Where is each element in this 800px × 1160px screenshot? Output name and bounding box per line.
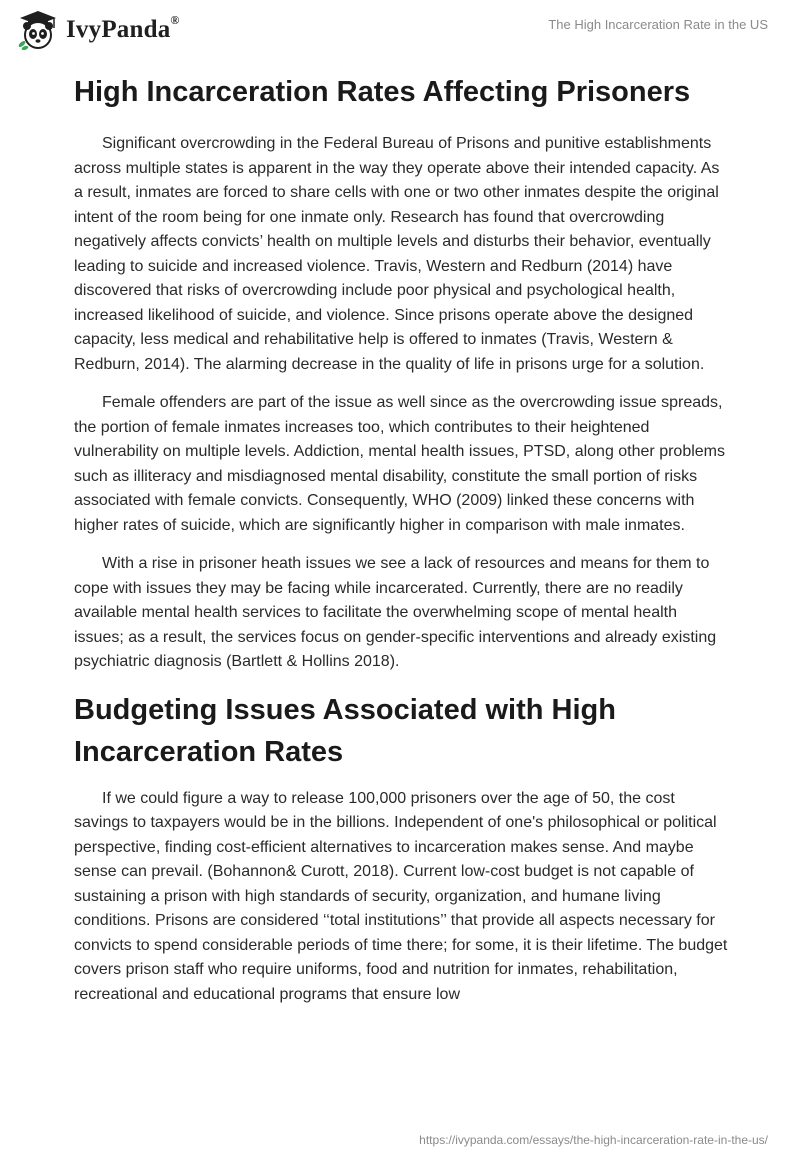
section-heading: High Incarceration Rates Affecting Prisoners — [74, 76, 691, 108]
page-header — [0, 0, 800, 60]
brand-name: IvyPanda® — [66, 12, 180, 43]
paragraph: With a rise in prisoner heath issues we see a lack of resources and means for them to cope with issues they may be facing while incarcerated. Currently, there are no readily available mental health services to facilitate the overwhelming scope of mental health issues; as a result, the services focus on gender-specific interventions and already existing psychiatric diagnosis (Bartlett & Hollins 2018). — [74, 555, 717, 670]
document-title: The High Incarceration Rate in the US — [548, 17, 768, 32]
paragraph: Female offenders are part of the issue as well since as the overcrowding issue spreads, the portion of female inmates increases too, which contributes to their heightened vulnerability on multiple levels. Addiction, mental health issues, PTSD, along other problems such as illiteracy and misdiagnosed mental disability, constitute the small portion of risks associated with female convicts. Consequently, WHO (2009) linked these concerns with higher rates of suicide, which are significantly higher in comparison with male inmates. — [74, 394, 725, 534]
paragraph: Significant overcrowding in the Federal Bureau of Prisons and punitive establishments across multiple states is apparent in the way they operate above their intended capacity. As a result, inmates are forced to share cells with one or two other inmates despite the original intent of the room being for one inmate only. Research has found that overcrowding negatively affects convicts’ health on multiple levels and disturbs their behavior, eventually leading to suicide and increased violence. Travis, Western and Redburn (2014) have discovered that risks of overcrowding include poor physical and psychological health, increased likelihood of suicide, and violence. Since prisons operate above the designed capacity, less medical and rehabilitative help is offered to inmates (Travis, Western & Redburn, 2014). The alarming decrease in the quality of life in prisons urge for a solution. — [74, 135, 720, 373]
ivypanda-logo[interactable] — [16, 8, 180, 52]
panda-logo-icon — [16, 8, 60, 52]
section-heading: Budgeting Issues Associated with High Incarceration Rates — [74, 693, 616, 768]
essay-content — [74, 66, 730, 1021]
source-url[interactable]: https://ivypanda.com/essays/the-high-incarceration-rate-in-the-us/ — [419, 1133, 768, 1147]
paragraph: If we could figure a way to release 100,000 prisoners over the age of 50, the cost savings to taxpayers would be in the billions. Independent of one's philosophical or political perspective, finding cost-efficient alternatives to incarceration makes sense. And maybe sense can prevail. (Bohannon& Curott, 2018). Current low-cost budget is not capable of sustaining a prison with high standards of security, organization, and humane living conditions. Prisons are considered ‘‘total institutions’’ that provide all aspects necessary for convicts to spend considerable periods of time there; for some, it is their lifetime. The budget covers prison staff who require uniforms, food and nutrition for inmates, rehabilitation, recreational and educational programs that ensure low — [74, 789, 728, 1003]
